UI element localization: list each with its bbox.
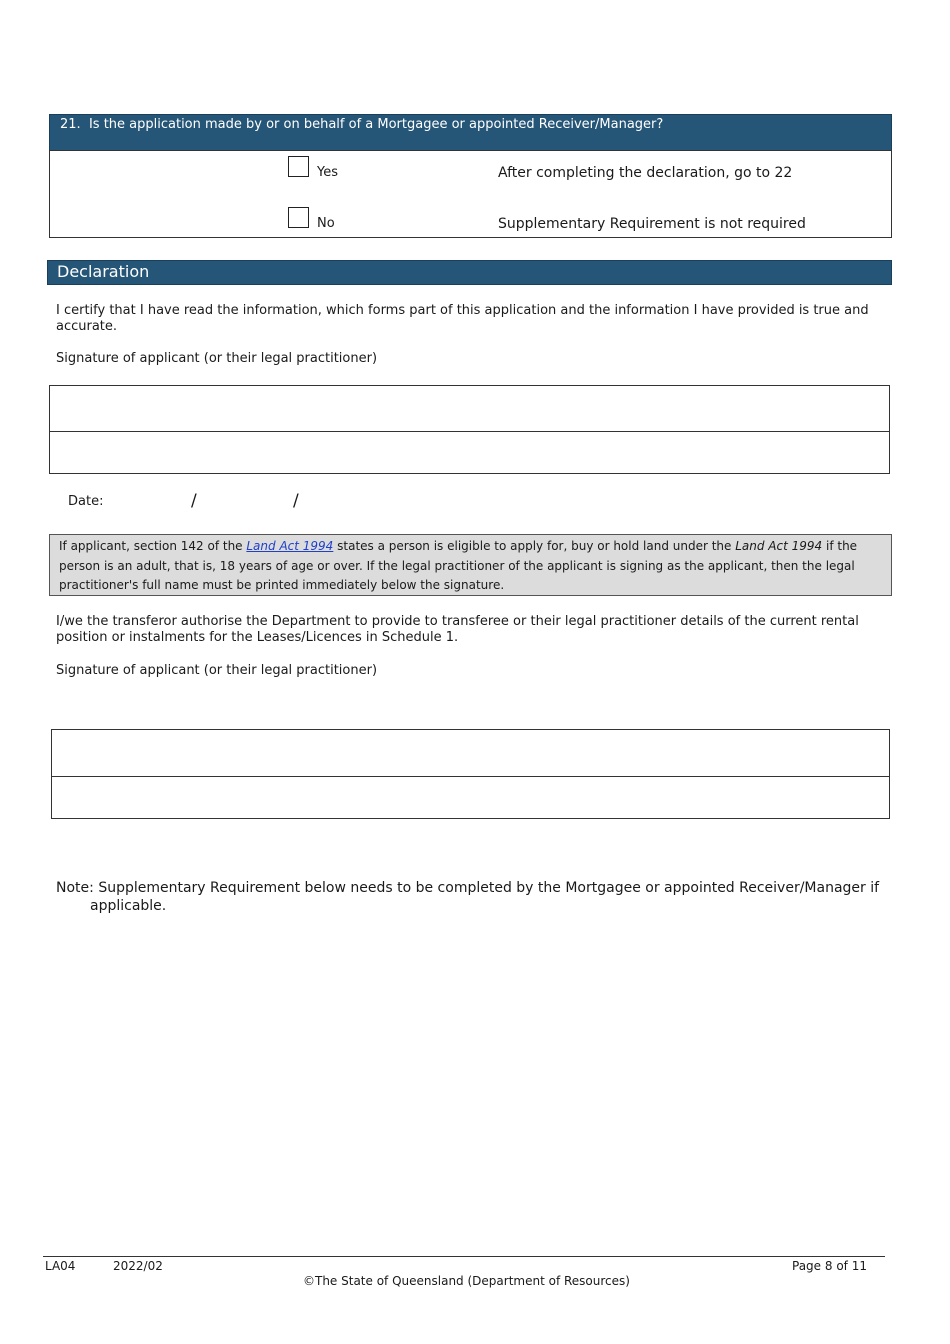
- notice-text-1: If applicant, section 142 of the: [59, 539, 247, 553]
- page-number: Page 8 of 11: [792, 1259, 867, 1273]
- copyright: ©The State of Queensland (Department of Resources): [303, 1274, 630, 1288]
- date-separator-1: /: [191, 491, 197, 511]
- land-act-link[interactable]: Land Act 1994: [246, 539, 334, 553]
- eligibility-notice: [49, 534, 892, 596]
- certify-statement: I certify that I have read the information, which forms part of this application and the information I have provided is true and accurate.: [56, 303, 869, 334]
- name-field-2[interactable]: [52, 777, 889, 818]
- declaration-title: Declaration: [57, 262, 150, 281]
- question-21-options: [49, 150, 892, 238]
- no-label: No: [317, 216, 335, 231]
- signature-label-1: Signature of applicant (or their legal practitioner): [56, 351, 378, 366]
- question-21-header: [49, 114, 892, 151]
- signature-field-2[interactable]: [52, 730, 889, 776]
- form-version: 2022/02: [113, 1259, 163, 1273]
- notice-text-3: if the person is an adult, that is, 18 years of age or over. If the legal practitioner of the applicant is signing as the applicant, then the legal practitioner's full name must be printed immediately below the signature.: [59, 539, 858, 592]
- no-checkbox[interactable]: [288, 207, 309, 228]
- name-field-1[interactable]: [50, 432, 889, 473]
- declaration-header: [47, 260, 892, 285]
- signature-label-2: Signature of applicant (or their legal practitioner): [56, 663, 378, 678]
- question-text: Is the application made by or on behalf of a Mortgagee or appointed Receiver/Manager?: [88, 117, 664, 132]
- date-separator-2: /: [293, 491, 299, 511]
- yes-checkbox[interactable]: [288, 156, 309, 177]
- authorise-statement: I/we the transferor authorise the Department to provide to transferee or their legal practitioner details of the current rental position or instalments for the Leases/Licences in Schedule 1.: [56, 614, 859, 645]
- note-prefix: Note:: [56, 880, 94, 896]
- form-code: LA04: [45, 1259, 76, 1273]
- no-instruction: Supplementary Requirement is not required: [498, 216, 806, 232]
- note-text: Supplementary Requirement below needs to be completed by the Mortgagee or appointed Receiver/Manager if applicable.: [90, 880, 880, 914]
- question-number: 21.: [60, 117, 81, 132]
- signature-box-1: [49, 385, 890, 474]
- footer-rule: [43, 1256, 885, 1257]
- yes-label: Yes: [317, 165, 338, 180]
- yes-instruction: After completing the declaration, go to 22: [498, 165, 793, 181]
- supplementary-note: [56, 879, 900, 915]
- signature-box-2: [51, 729, 890, 819]
- date-label: Date:: [68, 494, 104, 509]
- notice-text-2: states a person is eligible to apply for, buy or hold land under the: [333, 539, 736, 553]
- signature-field-1[interactable]: [50, 386, 889, 431]
- land-act-italic: Land Act 1994: [735, 539, 823, 553]
